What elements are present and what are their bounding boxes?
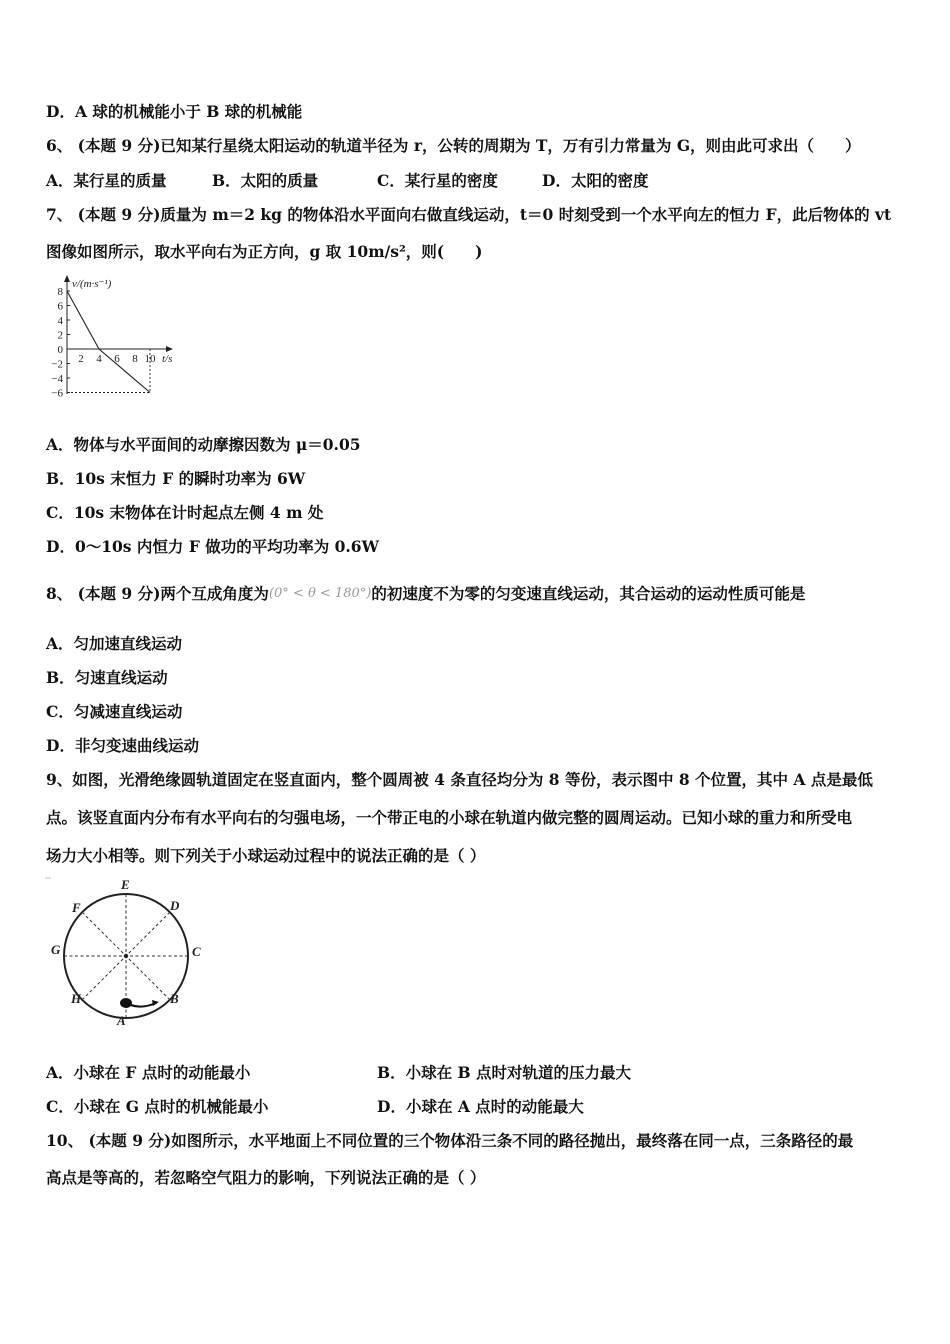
q7-ytick: 2 [57,329,63,342]
q9-label-f: F [72,900,81,915]
q6-option-a: A．某行星的质量 [46,171,167,190]
q10-stem-line1: 10、 (本题 9 分)如图所示，水平地面上不同位置的三个物体沿三条不同的路径抛出，最终落在同一点，三条路径的最 [46,1131,854,1150]
q9-option-b: B．小球在 B 点时对轨道的压力最大 [377,1063,631,1082]
q7-stem-line1: 7、 (本题 9 分)质量为 m＝2 kg 的物体沿水平面向右做直线运动，t＝0 时刻受到一个水平向左的恒力 F，此后物体的 vt [46,205,892,224]
q8-option-a: A．匀加速直线运动 [46,634,183,653]
q7-ytick: 8 [57,286,63,298]
q8-stem-a: 8、 (本题 9 分)两个互成角度为 [46,584,269,603]
q7-x-axis-arrow [166,346,173,352]
q7-ytick: 6 [57,300,63,313]
q7-xlabel: t/s [162,353,173,365]
q8-option-c: C．匀减速直线运动 [46,702,183,721]
q7-option-c: C．10s 末物体在计时起点左侧 4 m 处 [46,503,324,522]
q7-ytick: −2 [51,358,63,371]
q7-stem-line2: 图像如图所示，取水平向右为正方向，g 取 10m/s²，则( ) [46,242,483,261]
q9-label-a: A [117,1013,126,1028]
q7-ytick: 4 [57,315,63,327]
q9-ball [120,998,132,1008]
q6-option-c: C．某行星的密度 [377,171,498,190]
q9-option-c: C．小球在 G 点时的机械能最小 [46,1097,269,1116]
q9-stem-line2: 点。该竖直面内分布有水平向右的匀强电场，一个带正电的小球在轨道内做完整的圆周运动。已知小球的重力和所受电 [46,808,853,827]
q7-xtick: 2 [78,353,84,365]
q8-option-d: D．非匀变速曲线运动 [46,736,199,755]
q9-label-g: G [51,942,61,957]
q9-stem-line1: 9、如图，光滑绝缘圆轨道固定在竖直面内，整个圆周被 4 条直径均分为 8 等份，表示图中 8 个位置，其中 A 点是最低 [46,770,873,789]
q9-label-h: H [71,991,82,1006]
q6-stem: 6、 (本题 9 分)已知某行星绕太阳运动的轨道半径为 r，公转的周期为 T，万有引力常量为 G，则由此可求出（ ） [46,136,861,155]
q9-option-a: A．小球在 F 点时的动能最小 [46,1063,251,1082]
q8-formula: (0° < θ < 180°) [268,586,372,601]
q7-xtick: 6 [114,353,120,365]
q7-xtick: 8 [132,353,138,365]
q7-y-axis-arrow [64,275,70,282]
q9-ball-arrow [131,1003,156,1007]
q7-option-b: B．10s 末恒力 F 的瞬时功率为 6W [46,469,306,488]
q7-vt-graph [42,272,202,402]
q7-xtick: 10 [144,353,156,365]
q6-option-b: B．太阳的质量 [212,171,319,190]
q7-option-d: D．0～10s 内恒力 F 做功的平均功率为 0.6W [46,537,379,556]
q7-ytick: −4 [51,373,63,385]
q7-vt-line [67,291,150,393]
q7-xtick: 4 [96,353,102,365]
q10-stem-line2: 高点是等高的，若忽略空气阻力的影响，下列说法正确的是（ ） [46,1168,486,1187]
q8-stem-b: 的初速度不为零的匀变速直线运动，其合运动的运动性质可能是 [371,584,806,603]
q9-circle-diagram [42,872,212,1032]
q7-ytick: 0 [57,344,63,356]
q9-center [124,954,128,958]
q9-label-c: C [192,944,201,959]
q6-option-d: D．太阳的密度 [542,171,649,190]
q8-option-b: B．匀速直线运动 [46,668,168,687]
q5-option-d: D．A 球的机械能小于 B 球的机械能 [46,102,303,121]
q9-label-d: D [170,898,180,913]
q7-option-a: A．物体与水平面间的动摩擦因数为 μ＝0.05 [46,435,361,454]
q7-ytick: −6 [51,387,63,400]
q9-label-b: B [170,991,179,1006]
q9-label-e: E [121,877,130,892]
q7-ylabel: v/(m·s⁻¹) [72,278,112,290]
q8-stem [46,584,805,604]
q9-option-d: D．小球在 A 点时的动能最大 [377,1097,584,1116]
q9-stem-line3: 场力大小相等。则下列关于小球运动过程中的说法正确的是（ ） [46,846,486,865]
